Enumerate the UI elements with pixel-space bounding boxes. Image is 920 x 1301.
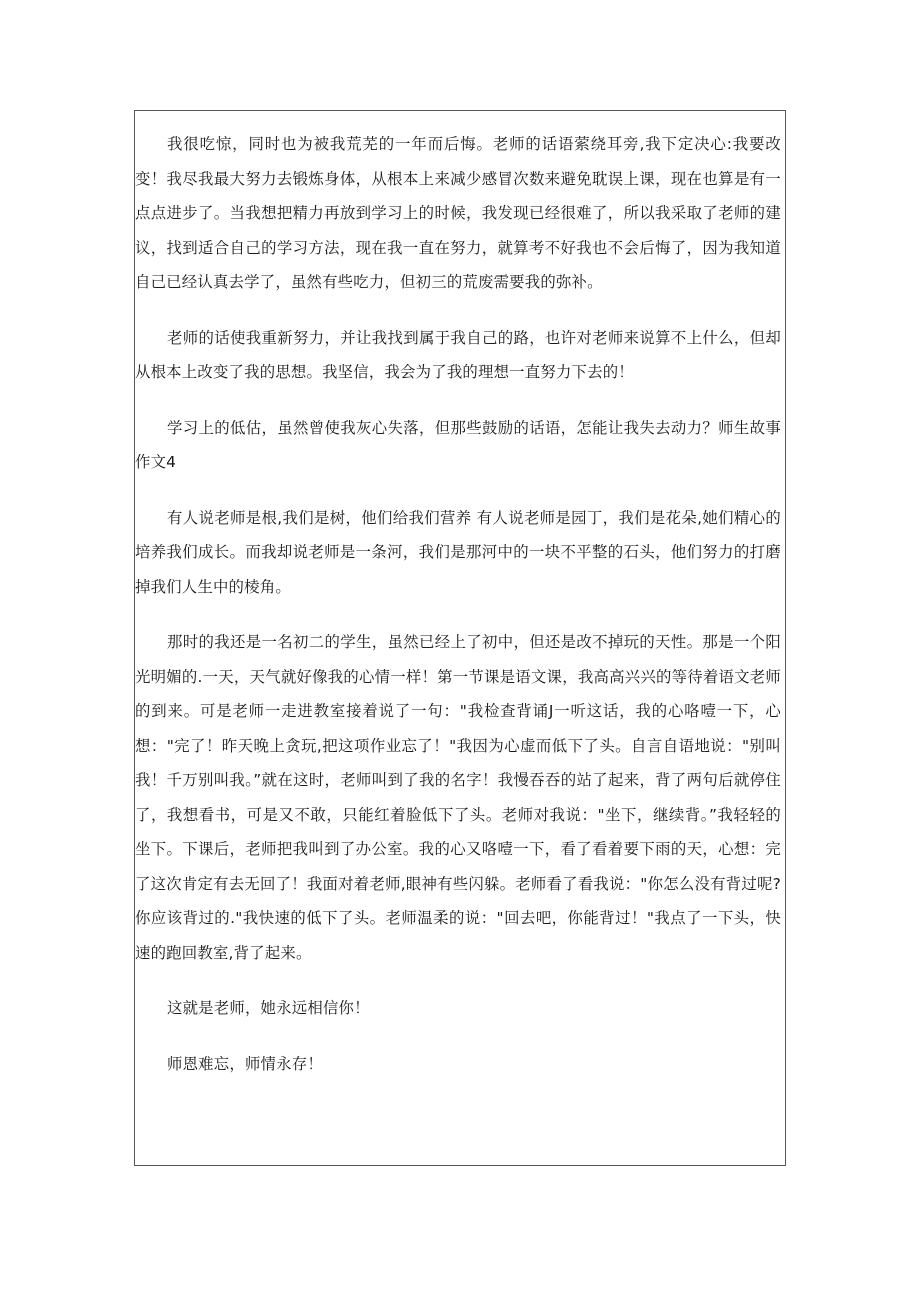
paragraph-text: 师恩难忘，师情永存！ <box>167 1054 323 1073</box>
paragraph <box>135 411 781 480</box>
paragraph-text: 这就是老师，她永远相信你！ <box>167 999 370 1017</box>
paragraph <box>135 321 781 390</box>
paragraph-text: 老师的话使我重新努力，并让我找到属于我自己的路，也许对老师来说算不上什么，但却从根本上改变了我的思想。我坚信，我会为了我的理想一直努力下去的！ <box>135 328 781 381</box>
paragraph <box>135 625 781 970</box>
paragraph <box>135 501 781 605</box>
paragraph <box>135 127 781 300</box>
paragraph-text: 有人说老师是根,我们是树，他们给我们营养 有人说老师是园丁，我们是花朵,她们精心的培养我们成长。而我却说老师是一条河，我们是那河中的一块不平整的石头，他们努力的打磨掉我们人生中的棱角。 <box>135 508 781 596</box>
document-body <box>135 111 785 1165</box>
paragraph-text: 学习上的低估，虽然曾使我灰心失落，但那些鼓励的话语，怎能让我失去动力？师生故事作文4 <box>135 418 781 471</box>
paragraph-text: 那时的我还是一名初二的学生，虽然已经上了初中，但还是改不掉玩的天性。那是一个阳光明媚的.一天，天气就好像我的心情一样！第一节课是语文课，我高高兴兴的等待着语文老师的到来。可是老师一走进教室接着说了一句："我检查背诵J一听这话，我的心咯噎一下，心想："完了！昨天晚上贪玩,把这项作业忘了！"我因为心虚而低下了头。自言自语地说："别叫我！千万别叫我。”就在这时，老师叫到了我的名字！我慢吞吞的站了起来，背了两句后就停住了，我想看书，可是又不敢，只能红着脸低下了头。老师对我说："坐下，继续背。”我轻轻的坐下。下课后，老师把我叫到了办公室。我的心又咯噎一下，看了看着要下雨的天，心想：完了这次肯定有去无回了！我面对着老师,眼神有些闪躲。老师看了看我说："你怎么没有背过呢?你应该背过的."我快速的低下了头。老师温柔的说："回去吧，你能背过！"我点了一下头，快速的跑回教室,背了起来。 <box>135 633 781 962</box>
paragraph <box>135 1047 781 1082</box>
paragraph-text: 我很吃惊，同时也为被我荒芜的一年而后悔。老师的话语萦绕耳旁,我下定决心:我要改变！我尽我最大努力去锻炼身体，从根本上来减少感冒次数来避免耽误上课，现在也算是有一点点进步了。当我想把精力再放到学习上的时候，我发现已经很难了，所以我采取了老师的建议，找到适合自己的学习方法，现在我一直在努力，就算考不好我也不会后悔了，因为我知道自己已经认真去学了，虽然有些吃力，但初三的荒废需要我的弥补。 <box>135 135 781 291</box>
page-frame <box>134 110 786 1166</box>
paragraph <box>135 991 781 1026</box>
